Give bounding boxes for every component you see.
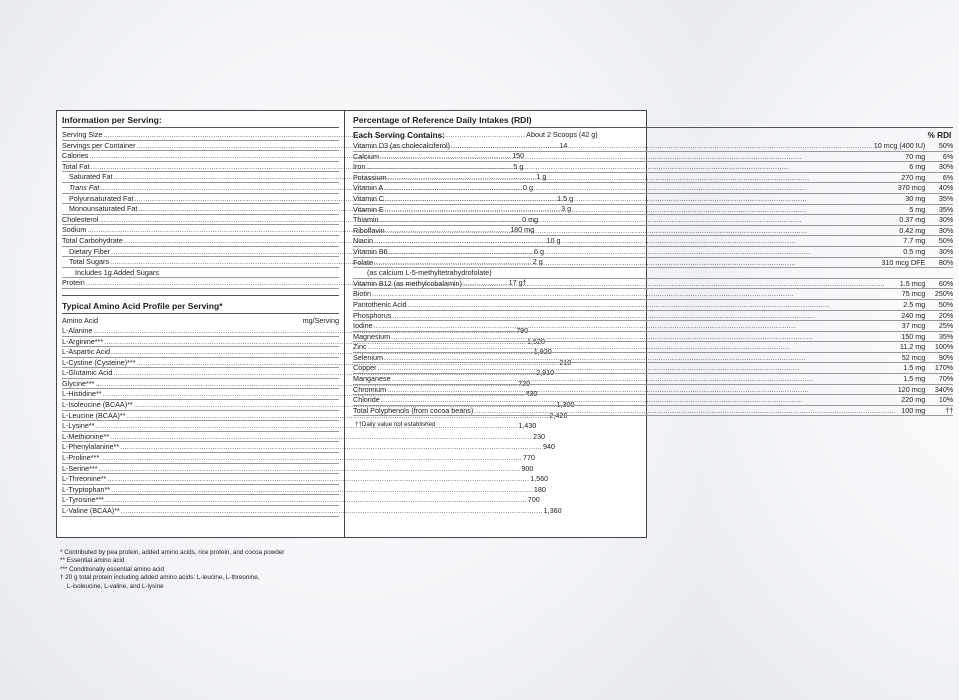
- info-label: Total Carbohydrate: [62, 235, 123, 245]
- rdi-row: [353, 289, 953, 300]
- rdi-row: [353, 215, 953, 226]
- info-value: 6 g: [533, 246, 544, 256]
- rdi-label: Phosphorus: [353, 310, 392, 320]
- amino-value: 940: [542, 442, 555, 452]
- rdi-label: Folate: [353, 257, 373, 267]
- amino-row: [62, 463, 534, 475]
- amino-label: L-Cystine (Cysteine)***: [62, 357, 136, 367]
- rdi-label: Chromium: [353, 384, 387, 394]
- info-label: Servings per Container: [62, 140, 136, 150]
- pct-rdi-label: % RDI: [927, 131, 952, 140]
- rdi-row: [353, 236, 953, 247]
- rdi-value: 30 mg: [905, 193, 926, 203]
- leader-dots: [387, 385, 897, 396]
- divider: [62, 295, 339, 296]
- rdi-value: 2.5 mg: [903, 299, 926, 309]
- leader-dots: [386, 226, 899, 237]
- rdi-value: 6 mg: [909, 162, 926, 172]
- rdi-row: [353, 395, 953, 406]
- info-value: 10 g: [546, 235, 561, 245]
- leader-dots: [368, 342, 899, 353]
- rdi-pct: 6%: [942, 172, 954, 182]
- rdi-row: [353, 226, 953, 237]
- amino-value: 1,430: [518, 421, 537, 431]
- rdi-label: Vitamin E: [353, 204, 384, 214]
- rdi-pct: 20%: [938, 310, 954, 320]
- leader-dots: [385, 205, 909, 216]
- leader-dots: [388, 173, 901, 184]
- info-value: 1 g: [536, 172, 547, 182]
- amino-value: 1,360: [543, 506, 562, 515]
- rdi-label: Thiamin: [353, 215, 379, 225]
- leader-dots: [385, 194, 904, 205]
- rdi-pct: ††: [945, 405, 954, 415]
- info-value: 3 g: [561, 204, 572, 214]
- amino-value: 900: [521, 463, 534, 473]
- amino-value: 770: [522, 453, 535, 463]
- rdi-value: 120 mcg: [897, 384, 926, 394]
- rdi-value: 240 mg: [901, 310, 926, 320]
- divider: [62, 313, 339, 314]
- rdi-row: [353, 406, 953, 417]
- rdi-label: Manganese: [353, 374, 391, 384]
- rdi-value: 10 mcg (400 IU): [873, 141, 926, 150]
- info-value: 14: [559, 140, 568, 150]
- rdi-pct: 40%: [938, 183, 954, 193]
- footnote-line: † 20 g total protein including added amino acids: L-leucine, L-threonine,: [60, 574, 260, 582]
- rdi-pct: 170%: [934, 363, 954, 373]
- rdi-pct: 80%: [938, 257, 954, 267]
- amino-col-right: mg/Serving: [302, 315, 339, 325]
- amino-row: [62, 484, 546, 496]
- rdi-pct: 50%: [938, 236, 954, 246]
- rdi-value: 150 mg: [901, 331, 926, 341]
- amino-label: L-Arginine***: [62, 336, 104, 346]
- amino-label: L-Isoleucine (BCAA)**: [62, 400, 133, 410]
- info-value: 0 mg: [522, 214, 539, 224]
- amino-row: [62, 495, 540, 506]
- info-value: 150: [512, 151, 525, 161]
- info-label: Includes 1g Added Sugars: [75, 267, 159, 277]
- leader-dots: [463, 279, 899, 290]
- amino-title: Typical Amino Acid Profile per Serving*: [62, 300, 223, 311]
- amino-label: L-Valine (BCAA)**: [62, 506, 120, 515]
- rdi-pct: 250%: [934, 289, 954, 299]
- amino-label: L-Methionine**: [62, 431, 110, 441]
- amino-value: 700: [527, 495, 540, 505]
- footnote-line: *** Conditionally essential amino acid: [60, 565, 164, 573]
- rdi-value: 1.5 mg: [903, 374, 926, 384]
- rdi-pct: 90%: [938, 352, 954, 362]
- rdi-value: 0.37 mg: [899, 215, 926, 225]
- rdi-label: Riboflavin: [353, 225, 385, 235]
- leader-dots: [384, 183, 896, 194]
- info-value: 17 g†: [508, 278, 527, 288]
- rdi-label: Iron: [353, 162, 366, 172]
- rdi-row: [353, 258, 953, 269]
- amino-label: L-Alanine: [62, 325, 93, 335]
- leader-dots: [391, 332, 900, 343]
- footnote-line: L-isoleucine, L-valine, and L-lysine: [67, 582, 164, 590]
- info-label: Cholesterol: [62, 214, 99, 224]
- rdi-pct: 70%: [938, 374, 954, 384]
- rdi-label: Copper: [353, 363, 377, 373]
- rdi-row: [353, 183, 953, 194]
- info-label: Calories: [62, 151, 89, 161]
- rdi-row: [353, 332, 953, 343]
- leader-dots: [374, 258, 880, 269]
- leader-dots: [366, 162, 908, 173]
- rdi-value: 220 mg: [901, 395, 926, 405]
- rdi-label: Biotin: [353, 289, 371, 299]
- leader-dots: [380, 152, 904, 163]
- rdi-label: Potassium: [353, 172, 387, 182]
- rdi-pct: 340%: [934, 384, 954, 394]
- info-label: Trans Fat: [69, 182, 100, 192]
- rdi-pct: 60%: [938, 278, 954, 288]
- rdi-row: [353, 152, 953, 163]
- amino-col-left: Amino Acid: [62, 315, 98, 325]
- rdi-pct: 30%: [938, 246, 954, 256]
- amino-value: 2,420: [549, 410, 568, 420]
- rdi-value: 0.42 mg: [899, 225, 926, 235]
- rdi-pct: 35%: [938, 331, 954, 341]
- rdi-value: 310 mcg DFE: [881, 257, 926, 267]
- amino-header: [62, 316, 339, 326]
- rdi-row: [353, 247, 953, 258]
- amino-value: 1,300: [556, 400, 575, 410]
- rdi-label: Vitamin D3 (as cholecalciferol): [353, 141, 450, 150]
- amino-label: L-Leucine (BCAA)**: [62, 410, 126, 420]
- rdi-label: Selenium: [353, 352, 383, 362]
- rdi-pct: 6%: [942, 151, 954, 161]
- rdi-value: 11.2 mg: [899, 342, 926, 352]
- info-label: Dietary Fiber: [69, 246, 111, 256]
- rdi-pct: 35%: [938, 193, 954, 203]
- leader-dots: [392, 311, 900, 322]
- footnotes: [60, 549, 284, 591]
- rdi-pct: 10%: [938, 395, 954, 405]
- rdi-label: Chloride: [353, 395, 380, 405]
- rdi-pct: 30%: [938, 215, 954, 225]
- rdi-label: Magnesium: [353, 331, 391, 341]
- info-label: Protein: [62, 278, 85, 288]
- rdi-row: [353, 173, 953, 184]
- daily-value-note: ††Daily value not established: [355, 421, 436, 429]
- each-serving-label: Each Serving Contains:: [353, 131, 445, 140]
- rdi-label: Iodine: [353, 321, 373, 331]
- amino-value: 1,560: [530, 474, 549, 484]
- rdi-value: 100 mg: [901, 405, 926, 415]
- info-label: Total Sugars: [69, 257, 109, 267]
- rdi-pct: 25%: [938, 321, 954, 331]
- rdi-label: Vitamin C: [353, 193, 385, 203]
- leader-dots: [378, 363, 903, 374]
- info-value: 1.5 g: [557, 193, 574, 203]
- rdi-label: Vitamin B12 (as methylcobalamin): [353, 278, 462, 288]
- leader-dots: [384, 353, 901, 364]
- leader-dots: [408, 300, 903, 311]
- leader-dots: [381, 395, 901, 406]
- rdi-row: [353, 141, 953, 152]
- rdi-pct: 100%: [934, 342, 954, 352]
- leader-dots: [392, 374, 903, 385]
- rdi-row: [353, 342, 953, 353]
- rdi-label: Niacin: [353, 236, 373, 246]
- rdi-value: 370 mcg: [897, 183, 926, 193]
- rdi-row: [353, 205, 953, 216]
- info-title: Information per Serving:: [62, 115, 162, 125]
- supplement-facts-panel: [56, 110, 954, 538]
- rdi-title: Percentage of Reference Daily Intakes (RDI): [353, 115, 532, 125]
- rdi-value: 70 mg: [905, 151, 926, 161]
- rdi-value: 270 mg: [901, 172, 926, 182]
- rdi-value: 1.5 mcg: [899, 278, 926, 288]
- rdi-label: Vitamin A: [353, 183, 384, 193]
- amino-value: 720: [518, 378, 531, 388]
- rdi-value: 5 mg: [909, 204, 926, 214]
- amino-label: L-Glutamic Acid: [62, 368, 113, 378]
- info-row: [62, 268, 339, 279]
- rdi-row: [353, 363, 953, 374]
- info-value: 180 mg: [510, 225, 535, 235]
- rdi-row: [353, 268, 953, 279]
- info-label: Serving Size: [62, 130, 103, 139]
- rdi-label: Calcium: [353, 151, 379, 161]
- footnote-line: ** Essential amino acid: [60, 557, 125, 565]
- amino-label: L-Proline***: [62, 453, 100, 463]
- amino-value: 230: [532, 431, 545, 441]
- leader-dots: [474, 406, 900, 417]
- amino-value: 210: [559, 357, 572, 367]
- amino-label: L-Threonine**: [62, 474, 107, 484]
- rdi-row: [353, 321, 953, 332]
- rdi-row: [353, 194, 953, 205]
- leader-dots: [372, 289, 901, 300]
- leader-dots: [374, 321, 901, 332]
- amino-value: 180: [533, 484, 546, 494]
- amino-label: L-Tyrosine***: [62, 495, 104, 505]
- divider: [353, 127, 953, 128]
- rdi-row: [353, 353, 953, 364]
- amino-row: [62, 453, 535, 464]
- rdi-pct: 35%: [938, 204, 954, 214]
- rdi-rows: [353, 141, 953, 416]
- rdi-label: (as calcium L-5-methyltetrahydrofolate): [367, 268, 492, 278]
- rdi-row: [353, 374, 953, 385]
- leader-dots: [374, 236, 902, 247]
- rdi-pct: 50%: [938, 141, 954, 150]
- info-value: 0 g: [523, 182, 534, 192]
- rdi-row: [353, 279, 953, 290]
- footnote-line: * Contributed by pea protein, added amino acids, rice protein, and cocoa powder: [60, 549, 285, 556]
- rdi-value: 37 mcg: [901, 321, 926, 331]
- info-value: About 2 Scoops (42 g): [526, 130, 598, 139]
- rdi-header: [353, 130, 953, 141]
- amino-label: Glycine***: [62, 378, 95, 388]
- amino-value: 2,910: [536, 368, 555, 378]
- amino-label: L-Serine***: [62, 463, 98, 473]
- amino-value: 1,920: [533, 347, 552, 357]
- amino-value: 1,520: [526, 336, 545, 346]
- info-value: 2 g: [532, 257, 543, 267]
- rdi-value: 7.7 mg: [903, 236, 926, 246]
- rdi-row: [353, 300, 953, 311]
- rdi-value: 1.5 mg: [903, 363, 926, 373]
- info-label: Sodium: [62, 225, 87, 235]
- divider: [62, 127, 339, 128]
- rdi-label: Vitamin B6: [353, 246, 388, 256]
- amino-label: L-Histidine**: [62, 389, 102, 399]
- rdi-label: Pantothenic Acid: [353, 299, 407, 309]
- right-column: [345, 111, 959, 537]
- info-label: Saturated Fat: [69, 172, 113, 182]
- info-label: Monounsaturated Fat: [69, 204, 138, 214]
- rdi-row: [353, 385, 953, 396]
- rdi-pct: 50%: [938, 299, 954, 309]
- info-label: Total Fat: [62, 161, 90, 171]
- rdi-row: [353, 162, 953, 173]
- info-label: Polyunsaturated Fat: [69, 193, 134, 203]
- amino-label: L-Phenylalanine**: [62, 442, 120, 452]
- info-value: 5 g: [513, 161, 524, 171]
- amino-value: 790: [516, 325, 529, 335]
- amino-row: [62, 442, 555, 453]
- amino-value: 430: [525, 389, 538, 399]
- amino-label: L-Lysine**: [62, 421, 95, 431]
- rdi-value: 52 mcg: [901, 352, 926, 362]
- rdi-pct: 30%: [938, 162, 954, 172]
- rdi-row: [353, 311, 953, 322]
- amino-row: [62, 474, 549, 485]
- rdi-value: 75 mcg: [901, 289, 926, 299]
- rdi-label: Total Polyphenols (from cocoa beans): [353, 405, 474, 415]
- leader-dots: [380, 215, 899, 226]
- rdi-value: 0.5 mg: [903, 246, 926, 256]
- amino-label: L-Tryptophan**: [62, 484, 111, 494]
- leader-dots: [389, 247, 903, 258]
- amino-row: [62, 431, 545, 443]
- amino-row: [62, 506, 562, 517]
- amino-label: L-Aspartic Acid: [62, 347, 110, 357]
- rdi-pct: 30%: [938, 225, 954, 235]
- rdi-label: Zinc: [353, 342, 367, 352]
- leader-dots: [451, 141, 873, 152]
